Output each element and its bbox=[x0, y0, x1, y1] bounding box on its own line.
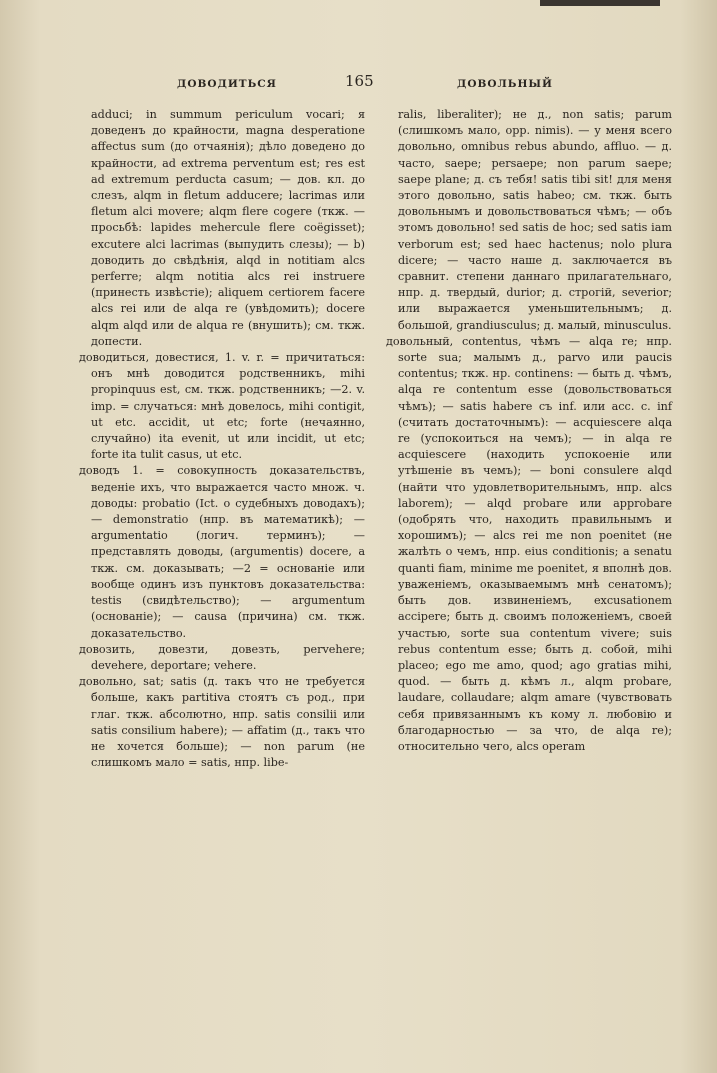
entry-continuation: ralis, liberaliter); не д., non satis; parum (слишкомъ мало, opp. nimis). — у меня всего довольно, omnibus rebus abundo, affluo. — д. часто, saepe; persaepe; non parum saepe; saepe plane; д. съ тебя! satis tibi sit! для меня этого довольно, satis habeo; см. ткж. быть довольнымъ и довольствоваться чѣмъ; — объ этомъ довольно! sed satis de hoc; sed satis iam verborum est; sed haec hactenus; nolo plura dicere; — часто наше д. заключается въ сравнит. степени даннаго прилагательнаго, нпр. д. твердый, durior; д. строгій, severior; или выражается уменьшительнымъ; д. большой, grandiusculus; д. малый, minusculus. bbox=[398, 108, 672, 332]
running-header bbox=[0, 68, 717, 98]
top-edge-mark bbox=[540, 0, 660, 6]
entry-dovolny: довольный, contentus, чѣмъ — alqa re; нпр. sorte sua; малымъ д., parvo или paucis contentus; ткж. нр. continens: — быть д. чѣмъ, alqa re contentum esse (довольствоваться чѣмъ); — satis habere съ inf. или acc. c. inf (считать достаточнымъ): — acquiescere alqa re (успокоиться на чемъ); — in alqa re acquiescere (находить успокоеніе или утѣшеніе въ чемъ); — boni consulere alqd (найти что удовлетворительнымъ, нпр. alcs laborem); — alqd probare или approbare (одобрять что, находить правильнымъ и хорошимъ); — alcs rei me non poenitet (не жалѣть о чемъ, нпр. eius conditionis; a senatu quanti fiam, minime me poenitet, я вполнѣ дов. уваженіемъ, оказываемымъ мнѣ сенатомъ); быть дов. извиненіемъ, excusationem accipere; быть д. своимъ положеніемъ, своей участью, sorte sua contentum vivere; suis rebus contentum esse; быть д. собой, mihi placeo; ego me amo, quod; ago gratias mihi, quod. — быть д. кѣмъ л., alqm probare, laudare, collaudare; alqm amare (чувствовать себя привязаннымъ къ кому л. любовію и благодарностью — за что, de alqa re); относительно чего, alcs operam bbox=[386, 334, 672, 753]
entry-dovozit: довозить, довезти, довезть, pervehere; devehere, deportare; vehere. bbox=[79, 642, 365, 672]
left-column bbox=[79, 107, 365, 771]
header-right-word: ДОВОЛЬНЫЙ bbox=[457, 78, 553, 90]
entry-dovoditsya: доводиться, довестися, 1. v. r. = причитаться: онъ мнѣ доводится родственникъ, mihi propinquus est, см. ткж. родственникъ; —2. v. imp. = случаться: мнѣ довелось, mihi contigit, ut etc. accidit, ut etc; forte (нечаянно, случайно) ita evenit, ut или incidit, ut etc; forte ita tulit casus, ut etc. bbox=[79, 351, 365, 462]
entry-dovolno: довольно, sat; satis (д. такъ что не требуется больше, какъ partitiva стоятъ съ род., при глаг. ткж. абсолютно, нпр. satis consilii или satis consilium habere); — affatim (д., такъ что не хочется больше); — non parum (не слишкомъ мало = satis, нпр. libe- bbox=[79, 675, 365, 770]
entry-dovod: доводъ 1. = совокупность доказательствъ, веденіе ихъ, что выражается часто множ. ч. доводы: probatio (Ict. о судебныхъ доводахъ); — demonstratio (нпр. въ математикѣ); — argumentatio (логич. терминъ); — представлять доводы, (argumentis) docere, а ткж. см. доказывать; —2 = основаніе или вообще одинъ изъ пунктовъ доказательства: testis (свидѣтельство); — argumentum (основаніе); — causa (причина) см. ткж. доказательство. bbox=[79, 464, 365, 640]
right-column bbox=[386, 107, 672, 755]
page-number: 165 bbox=[345, 72, 374, 90]
entry-continuation: adduci; in summum periculum vocari; я доведенъ до крайности, magna desperatione affectus sum (до отчаянія); дѣло доведено до крайности, ad extrema perventum est; res est ad extremum perducta casum; — дов. кл. до слезъ, alqm in fletum adducere; lacrimas или fletum alci movere; alqm flere cogere (ткж. — просьбѣ: lapides mehercule flere coëgisset); excutere alci lacrimas (выпудить слезы); — b) доводить до свѣдѣнія, alqd in notitiam alcs perferre; alqm notitia alcs rei instruere (принесть извѣстіе); aliquem certiorem facere alcs rei или de alqa re (увѣдомить); docere alqm alqd или de alqua re (внушить); см. ткж. допести. bbox=[91, 108, 365, 348]
header-left-word: ДОВОДИТЬСЯ bbox=[177, 78, 277, 90]
